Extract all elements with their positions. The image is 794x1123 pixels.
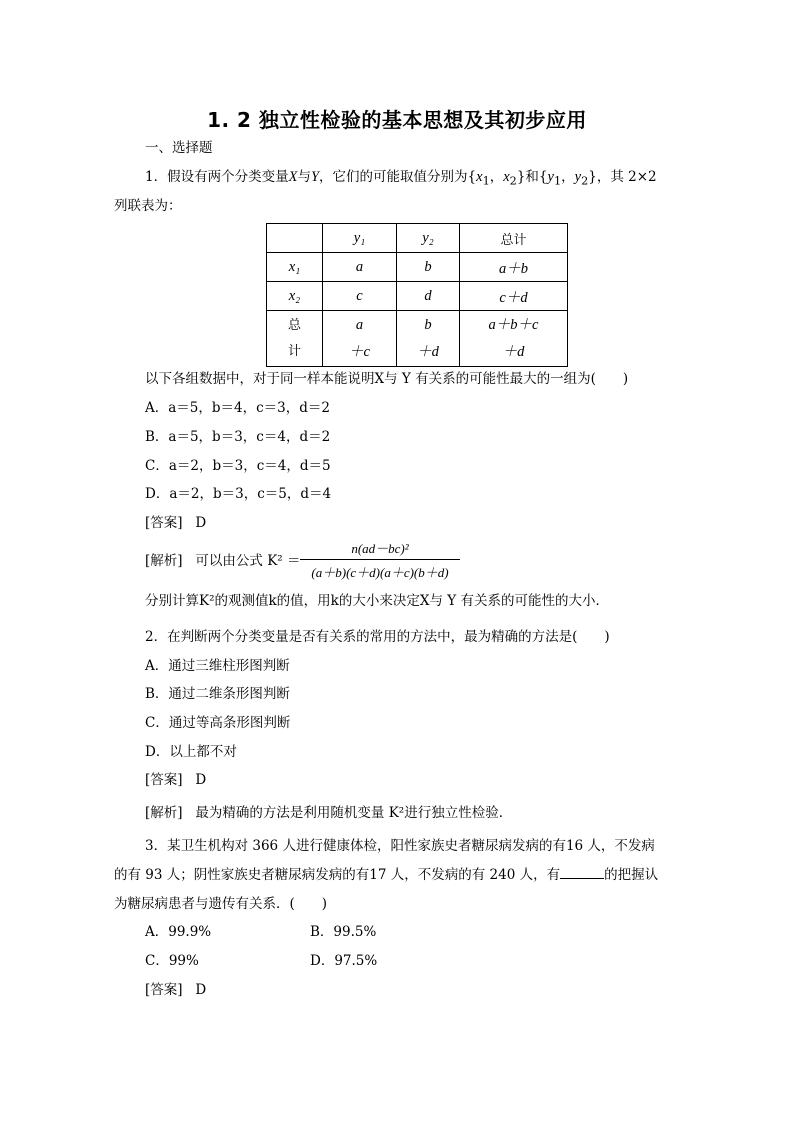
q3-stem-line2: 的有 93 人；阴性家族史者糖尿病发病的有17 人，不发病的有 240 人，有 的把握认 (114, 867, 659, 883)
q2-answer: [答案] D (145, 772, 207, 788)
q2-option-c: C．通过等高条形图判断 (145, 715, 291, 731)
table-cell: 总计 (460, 224, 568, 253)
q1-stem-line2: 列联表为： (114, 198, 182, 214)
q1-answer: [答案] D (145, 515, 207, 531)
q3-option-b: B．99.5% (310, 924, 377, 940)
table-cell: b (397, 253, 460, 282)
table-row (267, 282, 568, 311)
table-header-row (267, 224, 568, 253)
q3-option-d: D．97.5% (310, 953, 378, 969)
table-cell: a＋b (460, 253, 568, 282)
contingency-table (266, 223, 568, 367)
q1-option-d: D．a＝2，b＝3，c＝5，d＝4 (145, 486, 332, 502)
q2-option-a: A．通过三维柱形图判断 (145, 658, 290, 674)
table-cell: y₂ (397, 224, 460, 253)
q1-option-a: A．a＝5，b＝4，c＝3，d＝2 (145, 400, 330, 416)
table-cell (267, 224, 323, 253)
q3-answer: [答案] D (145, 982, 207, 998)
q3-option-a: A．99.9% (145, 924, 212, 940)
q1-stem: 1．假设有两个分类变量X与Y，它们的可能取值分别为{$x_1$，$x_2$}和{$y_1$，$y_2$}，其 2×2 (145, 169, 657, 188)
q2-option-d: D．以上都不对 (145, 744, 237, 760)
k-squared-formula: $\frac{\text{n(ad－bc)²}}{(a+b)(c+d)(a+c)(b+d)}$ (300, 538, 460, 581)
q1-analysis: [解析] 可以由公式 K² ＝ (145, 553, 301, 569)
answer-blank (560, 866, 604, 879)
table-cell: c＋d (460, 282, 568, 311)
table-cell: 总 计 (267, 311, 323, 367)
table-cell: d (397, 282, 460, 311)
table-cell: x₁ (267, 253, 323, 282)
q3-option-c: C．99% (145, 953, 199, 969)
q1-question: 以下各组数据中，对于同一样本能说明X与 Y 有关系的可能性最大的一组为( ) (145, 371, 629, 387)
page-title: 1. 2 独立性检验的基本思想及其初步应用 (207, 108, 587, 132)
table-total-row (267, 311, 568, 367)
q3-stem-line1: 3．某卫生机构对 366 人进行健康体检，阳性家族史者糖尿病发病的有16 人，不发病 (145, 838, 655, 854)
table-cell: a ＋c (323, 311, 397, 367)
q2-stem: 2．在判断两个分类变量是否有关系的常用的方法中，最为精确的方法是( ) (145, 629, 610, 645)
table-row (267, 253, 568, 282)
q1-analysis-line2: 分别计算K²的观测值k的值，用k的大小来决定X与 Y 有关系的可能性的大小． (145, 593, 609, 609)
q1-option-b: B．a＝5，b＝3，c＝4，d＝2 (145, 429, 331, 445)
table-cell: y₁ (323, 224, 397, 253)
q2-analysis: [解析] 最为精确的方法是利用随机变量 K²进行独立性检验． (145, 805, 513, 821)
q3-stem-line3: 为糖尿病患者与遗传有关系．( ) (114, 896, 328, 912)
section-heading: 一、选择题 (145, 140, 213, 156)
table-cell: x₂ (267, 282, 323, 311)
table-cell: a (323, 253, 397, 282)
table-cell: c (323, 282, 397, 311)
q2-option-b: B．通过二维条形图判断 (145, 686, 290, 702)
q1-option-c: C．a＝2，b＝3，c＝4，d＝5 (145, 458, 331, 474)
table-cell: a＋b＋c ＋d (460, 311, 568, 367)
table-cell: b ＋d (397, 311, 460, 367)
